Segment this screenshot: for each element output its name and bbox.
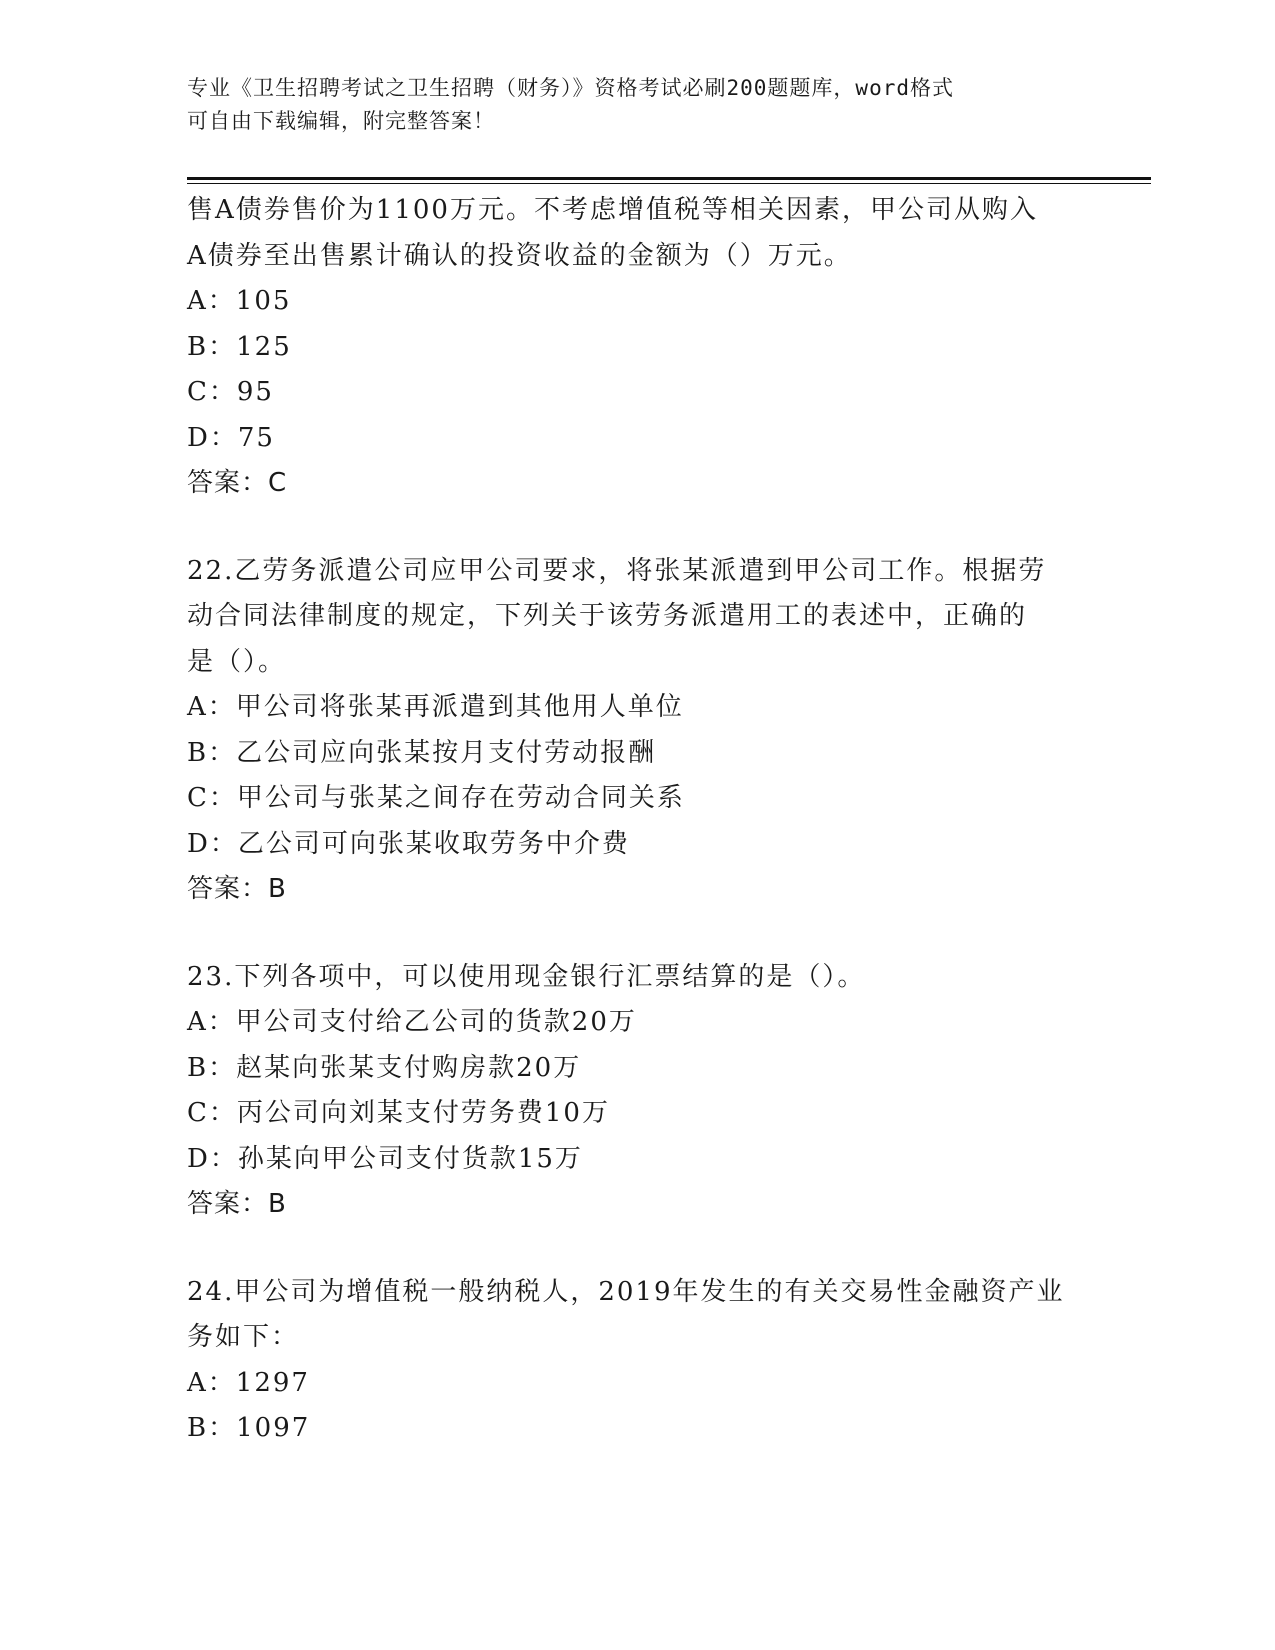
option-b: B：125	[187, 331, 292, 362]
question-gap	[187, 1228, 1087, 1270]
option-c: C：95	[187, 377, 274, 407]
option-c: C：甲公司与张某之间存在劳动合同关系	[187, 783, 685, 813]
question-stem-line: A债券至出售累计确认的投资收益的金额为（）万元。	[187, 240, 852, 271]
header-divider-thin	[187, 183, 1151, 184]
option-a: A：1297	[187, 1367, 310, 1398]
question-stem-line: 24.甲公司为增值税一般纳税人，2019年发生的有关交易性金融资产业	[187, 1276, 1065, 1307]
header-divider-thick	[187, 177, 1151, 180]
document-header	[187, 72, 1087, 138]
question-stem-line: 是（）。	[187, 646, 287, 677]
question-gap	[187, 913, 1087, 955]
question-stem-line: 22.乙劳务派遣公司应甲公司要求，将张某派遣到甲公司工作。根据劳	[187, 555, 1047, 586]
option-a: A：105	[187, 286, 292, 316]
option-a: A：甲公司支付给乙公司的货款20万	[187, 1007, 637, 1037]
question-stem-line: 售A债券售价为1100万元。不考虑增值税等相关因素，甲公司从购入	[187, 195, 1038, 225]
option-b: B：1097	[187, 1413, 311, 1443]
question-stem-line: 务如下：	[187, 1322, 300, 1352]
option-c: C：丙公司向刘某支付劳务费10万	[187, 1098, 610, 1128]
option-d: D：乙公司可向张某收取劳务中介费	[187, 828, 630, 859]
answer-line: 答案：C	[187, 468, 288, 498]
question-24	[187, 1270, 1087, 1452]
option-d: D：孙某向甲公司支付货款15万	[187, 1143, 583, 1174]
question-gap	[187, 507, 1087, 549]
answer-line: 答案：B	[187, 874, 287, 904]
question-21	[187, 188, 1087, 507]
question-22	[187, 549, 1087, 913]
question-stem-line: 动合同法律制度的规定，下列关于该劳务派遣用工的表述中，正确的	[187, 601, 1028, 631]
answer-line: 答案：B	[187, 1189, 287, 1219]
header-line-2: 可自由下载编辑，附完整答案！	[187, 109, 495, 133]
header-line-1: 专业《卫生招聘考试之卫生招聘（财务）》资格考试必刷200题题库，word格式	[187, 76, 954, 100]
option-b: B：乙公司应向张某按月支付劳动报酬	[187, 737, 657, 768]
option-b: B：赵某向张某支付购房款20万	[187, 1052, 582, 1083]
question-stem-line: 23.下列各项中，可以使用现金银行汇票结算的是（）。	[187, 961, 866, 992]
option-a: A：甲公司将张某再派遣到其他用人单位	[187, 692, 684, 722]
question-content	[187, 188, 1087, 1452]
option-d: D：75	[187, 422, 275, 453]
question-23	[187, 955, 1087, 1228]
